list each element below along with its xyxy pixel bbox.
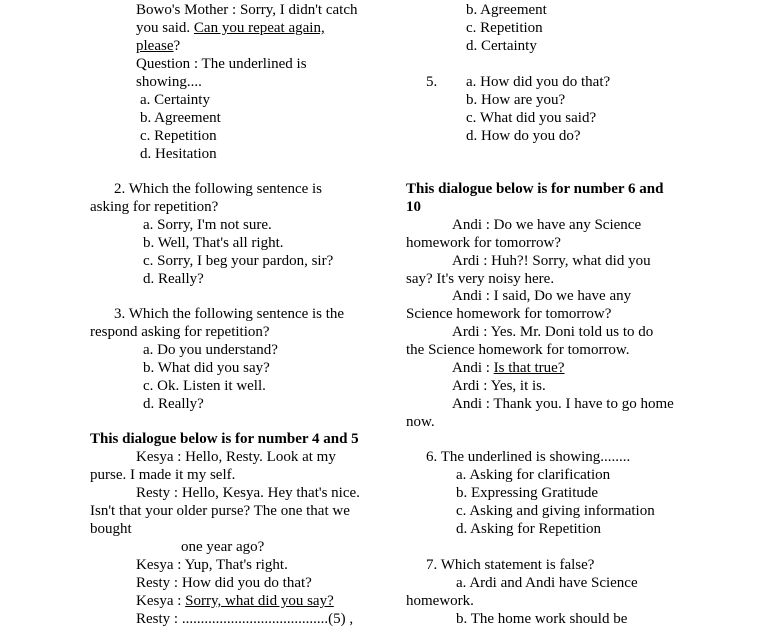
q1-dialogue-line-1: Bowo's Mother : Sorry, I didn't catch	[136, 2, 358, 18]
dialogue-4-5-line-1: Kesya : Hello, Resty. Look at my	[136, 449, 336, 465]
dialogue-6-10-line-2: homework for tomorrow?	[406, 235, 561, 251]
q7-option-a-line-1: a. Ardi and Andi have Science	[456, 575, 638, 591]
dialogue-6-10-line-1: Andi : Do we have any Science	[452, 217, 642, 233]
q1-option-a: a. Certainty	[140, 92, 210, 108]
dialogue-6-10-line-5: Andi : I said, Do we have any	[452, 288, 632, 304]
q1-option-d: d. Hesitation	[140, 146, 217, 162]
dialogue-4-5-line-6: one year ago?	[181, 539, 265, 555]
q4-option-d: d. Certainty	[466, 38, 537, 54]
dialogue-6-10-line-7: Ardi : Yes. Mr. Doni told us to do	[452, 324, 654, 340]
q2-option-c: c. Sorry, I beg your pardon, sir?	[143, 253, 334, 269]
dialogue-4-5-line-2: purse. I made it my self.	[90, 467, 236, 483]
q5-option-a: a. How did you do that?	[466, 74, 611, 90]
q6-option-b: b. Expressing Gratitude	[456, 485, 599, 501]
q1-option-c: c. Repetition	[140, 128, 217, 144]
q2-line-1: 2. Which the following sentence is	[114, 181, 323, 197]
q3-option-a: a. Do you understand?	[143, 342, 278, 358]
q1-question-line-1: Question : The underlined is	[136, 56, 307, 72]
speaker-kesya: Kesya :	[136, 593, 186, 609]
q7-option-b-line-1: b. The home work should be	[456, 611, 628, 627]
dialogue-6-10-line-11: Andi : Thank you. I have to go home	[452, 396, 674, 412]
dialogue-6-10-line-10: Ardi : Yes, it is.	[452, 378, 546, 394]
q3-line-2: respond asking for repetition?	[90, 324, 270, 340]
q6-line: 6. The underlined is showing........	[426, 449, 631, 465]
underlined-repetition: Sorry, what did you say?	[185, 593, 334, 609]
q1-dialogue-line-2	[136, 19, 325, 37]
q2-option-d: d. Really?	[143, 271, 204, 287]
dialogue-6-10-line-8: the Science homework for tomorrow.	[406, 342, 630, 358]
dialogue-4-5-line-3: Resty : Hello, Kesya. Hey that's nice.	[136, 485, 360, 501]
q3-option-c: c. Ok. Listen it well.	[143, 378, 266, 394]
q6-option-c: c. Asking and giving information	[456, 503, 655, 519]
q4-option-c: c. Repetition	[466, 20, 543, 36]
q5-option-d: d. How do you do?	[466, 128, 581, 144]
dialogue-4-5-line-7: Kesya : Yup, That's right.	[136, 557, 288, 573]
dialogue-6-10-line-9	[452, 359, 564, 377]
q1-question-mark: ?	[173, 38, 181, 54]
dialogue-6-10-line-12: now.	[406, 414, 435, 430]
q1-text: you said.	[136, 20, 194, 36]
q3-line-1: 3. Which the following sentence is the	[114, 306, 345, 322]
q2-line-2: asking for repetition?	[90, 199, 219, 215]
dialogue-4-5-line-5: bought	[90, 521, 132, 537]
dialogue-4-5-line-9	[136, 592, 334, 610]
dialogue-6-10-line-6: Science homework for tomorrow?	[406, 306, 612, 322]
q1-dialogue-line-3	[136, 37, 180, 55]
q3-option-b: b. What did you say?	[143, 360, 270, 376]
dialogue-6-10-line-3: Ardi : Huh?! Sorry, what did you	[452, 253, 651, 269]
dialogue-4-5-heading: This dialogue below is for number 4 and 5	[90, 431, 359, 447]
q2-option-a: a. Sorry, I'm not sure.	[143, 217, 272, 233]
q1-question-line-2: showing....	[136, 74, 202, 90]
underlined-clarification: Is that true?	[493, 360, 565, 376]
q6-option-a: a. Asking for clarification	[456, 467, 611, 483]
q5-number: 5.	[426, 74, 438, 90]
q5-option-c: c. What did you said?	[466, 110, 597, 126]
dialogue-4-5-line-8: Resty : How did you do that?	[136, 575, 312, 591]
speaker-andi: Andi :	[452, 360, 494, 376]
q1-option-b: b. Agreement	[140, 110, 221, 126]
dialogue-6-10-heading-line-1: This dialogue below is for number 6 and	[406, 181, 664, 197]
q7-line: 7. Which statement is false?	[426, 557, 595, 573]
q2-option-b: b. Well, That's all right.	[143, 235, 284, 251]
q3-option-d: d. Really?	[143, 396, 204, 412]
q7-option-a-line-2: homework.	[406, 593, 474, 609]
q5-option-b: b. How are you?	[466, 92, 566, 108]
dialogue-6-10-line-4: say? It's very noisy here.	[406, 271, 555, 287]
q4-option-b: b. Agreement	[466, 2, 547, 18]
q6-option-d: d. Asking for Repetition	[456, 521, 601, 537]
dialogue-4-5-line-4: Isn't that your older purse? The one that we	[90, 503, 350, 519]
dialogue-4-5-line-10: Resty : .......................................(5) ,	[136, 611, 354, 627]
dialogue-6-10-heading-line-2: 10	[406, 199, 421, 215]
q1-underlined-text-end: please	[136, 38, 174, 54]
q1-underlined-text: Can you repeat again,	[193, 20, 325, 36]
